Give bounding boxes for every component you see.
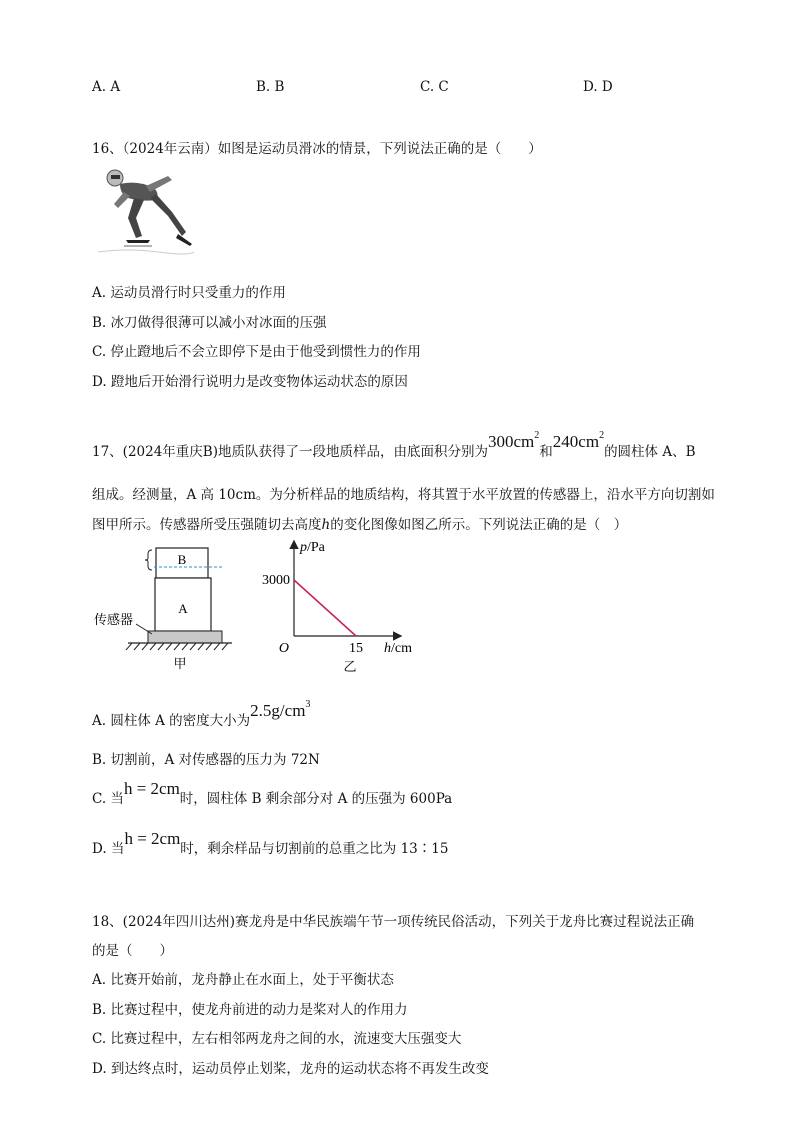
skater-illustration <box>98 166 194 258</box>
origin-label: O <box>278 641 289 656</box>
q17-option-c-pre: C. 当 <box>92 791 124 807</box>
q17-area2-value: 240cm <box>552 432 600 451</box>
q17-area2 <box>553 432 604 451</box>
q17-option-a-text: A. 圆柱体 A 的密度大小为 <box>92 713 251 729</box>
q17-area1 <box>488 432 539 451</box>
q17-option-c-post: 时，圆柱体 B 剩余部分对 A 的压强为 600Pa <box>179 791 453 807</box>
q17-stem-a: 17、(2024年重庆B)地质队获得了一段地质样品，由底面积分别为 <box>92 444 488 460</box>
q16-option-d: D. 蹬地后开始滑行说明力是改变物体运动状态的原因 <box>92 374 408 390</box>
q17-option-d-math: h = 2cm <box>124 829 181 848</box>
q18-option-d: D. 到达终点时，运动员停止划桨，龙舟的运动状态将不再发生改变 <box>92 1061 489 1077</box>
q18-option-c: C. 比赛过程中，左右相邻两龙舟之间的水，流速变大压强变大 <box>92 1031 462 1047</box>
pressure-line <box>294 580 356 636</box>
label-sensor: 传感器 <box>94 613 134 628</box>
q17-option-c <box>92 779 453 808</box>
figure-yi-chart <box>250 534 425 676</box>
prev-choice-b: B. B <box>256 79 285 95</box>
q17-option-c-math: h = 2cm <box>123 779 180 798</box>
q16-option-c: C. 停止蹬地后不会立即停下是由于他受到惯性力的作用 <box>92 344 421 360</box>
q17-stem-line2: 组成。经测量，A 高 10cm。为分析样品的地质结构，将其置于水平放置的传感器上，沿水平方向切割如 <box>92 487 715 503</box>
q17-option-b: B. 切割前，A 对传感器的压力为 72N <box>92 752 320 768</box>
x-tick-label: 15 <box>349 641 363 656</box>
q18-stem-line2: 的是（ ） <box>92 943 173 959</box>
sensor-plate <box>148 631 222 643</box>
q18-stem-line1: 18、(2024年四川达州)赛龙舟是中华民族端午节一项传统民俗活动，下列关于龙舟比赛过程说法正确 <box>92 914 695 930</box>
label-b: B <box>177 552 187 567</box>
q16-option-a: A. 运动员滑行时只受重力的作用 <box>92 285 286 301</box>
q16-option-b: B. 冰刀做得很薄可以减小对冰面的压强 <box>92 315 327 331</box>
q17-line3-b: 的变化图像如图乙所示。下列说法正确的是（ ） <box>330 517 628 533</box>
q18-option-b: B. 比赛过程中，使龙舟前进的动力是桨对人的作用力 <box>92 1002 408 1018</box>
prev-choice-c: C. C <box>420 79 449 95</box>
q17-option-a <box>92 699 311 730</box>
q17-stem-b: 的圆柱体 A、B <box>604 444 696 460</box>
q17-h-var: h <box>321 517 331 533</box>
q17-area1-value: 300cm <box>488 432 535 451</box>
q17-option-a-density <box>250 701 310 720</box>
caption-jia: 甲 <box>173 657 187 672</box>
prev-choice-a: A. A <box>92 79 121 95</box>
q16-stem: 16、（2024年云南）如图是运动员滑冰的情景，下列说法正确的是（ ） <box>92 141 542 157</box>
y-axis-label: p/Pa <box>300 540 325 555</box>
q17-option-a-exp: 3 <box>305 699 311 710</box>
q18-option-a: A. 比赛开始前，龙舟静止在水面上，处于平衡状态 <box>92 972 394 988</box>
y-tick-label: 3000 <box>262 573 290 588</box>
prev-choice-d: D. D <box>583 79 613 95</box>
q17-area1-exp: 2 <box>534 430 540 441</box>
q17-option-d <box>92 829 449 858</box>
x-axis-label: h/cm <box>384 641 412 656</box>
q17-stem-line1 <box>92 430 696 461</box>
q17-option-d-post: 时，剩余样品与切割前的总重之比为 13∶15 <box>180 841 449 857</box>
q17-option-d-pre: D. 当 <box>92 841 125 857</box>
q17-line3-a: 图甲所示。传感器所受压强随切去高度 <box>92 517 322 533</box>
q17-stem-line3 <box>92 513 627 533</box>
figure-jia <box>92 540 262 675</box>
q17-he: 和 <box>539 444 553 460</box>
label-a: A <box>178 601 188 616</box>
caption-yi: 乙 <box>343 660 357 675</box>
q17-option-a-value: 2.5g/cm <box>250 701 306 720</box>
q17-area2-exp: 2 <box>599 430 605 441</box>
